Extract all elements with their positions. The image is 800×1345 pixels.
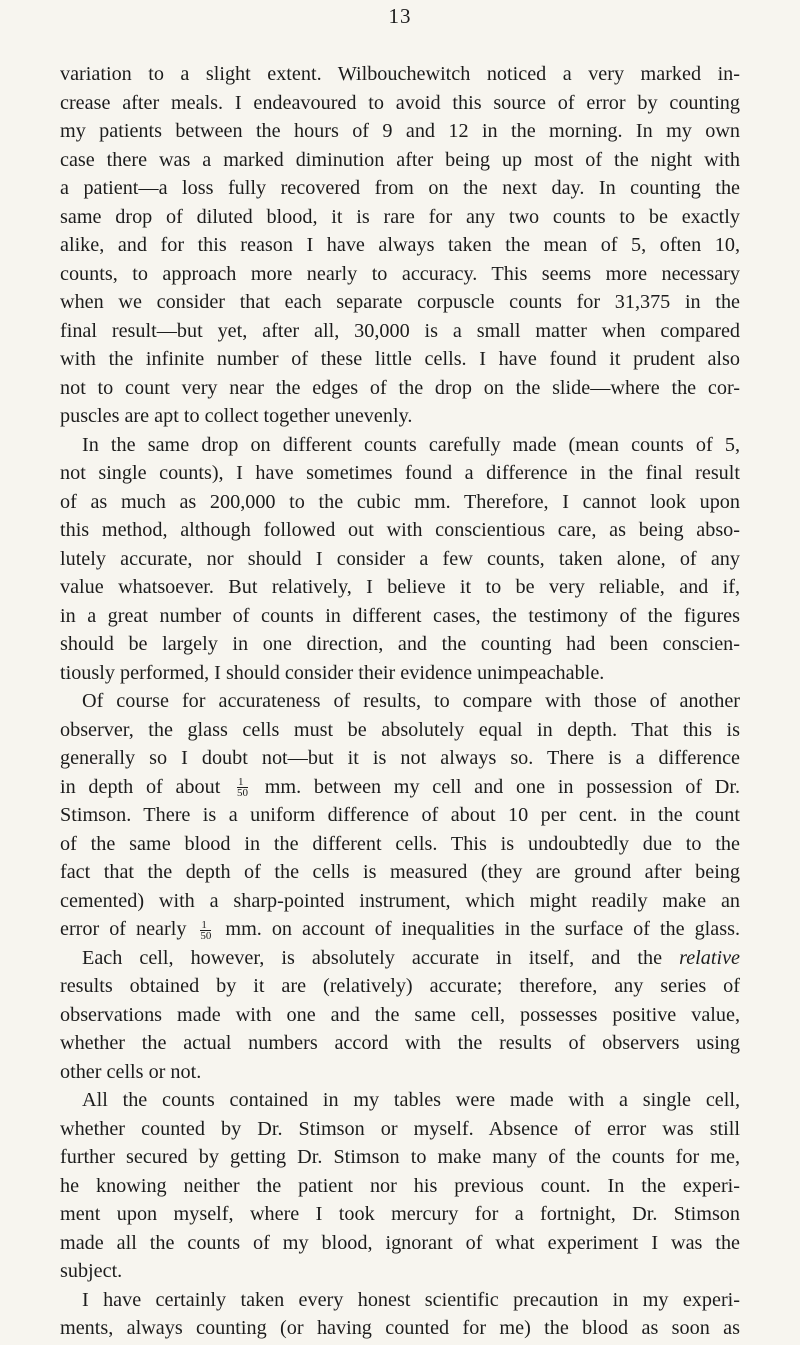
text-line: puscles are apt to collect together unevenly. xyxy=(60,405,413,427)
text-line: case there was a marked diminution after being up most of the night with xyxy=(60,148,740,171)
text-line: ments, always counting (or having counted for me) the blood as soon as xyxy=(60,1317,740,1339)
text-line: made all the counts of my blood, ignorant of what experiment I was the xyxy=(60,1231,740,1254)
text-line-with-fraction xyxy=(60,773,740,802)
text-segment: mm. between my cell and one in possession of Dr. xyxy=(264,775,741,798)
text-line: same drop of diluted blood, it is rare for any two counts to be exactly xyxy=(60,205,740,228)
italic-word: relative xyxy=(679,946,741,969)
text-line: a patient—a loss fully recovered from on the next day. In counting the xyxy=(60,177,740,199)
text-line: subject. xyxy=(60,1260,123,1282)
page-number: 13 xyxy=(388,4,412,28)
text-line: my patients between the hours of 9 and 12 in the morning. In my own xyxy=(60,120,740,142)
fraction-denominator: 50 xyxy=(237,787,249,800)
fraction-numerator: 1 xyxy=(237,777,248,788)
text-line: results obtained by it are (relatively) accurate; therefore, any series of xyxy=(60,975,740,997)
text-line: with the infinite number of these little cells. I have found it prudent also xyxy=(60,348,740,370)
text-line: not to count very near the edges of the drop on the slide—where the cor- xyxy=(60,376,740,399)
text-line: variation to a slight extent. Wilbouchewitch noticed a very marked in- xyxy=(60,63,740,85)
text-line: generally so I doubt not—but it is not always so. There is a difference xyxy=(60,747,740,769)
text-line: observer, the glass cells must be absolutely equal in depth. That this is xyxy=(60,718,740,741)
text-line: I have certainly taken every honest scientific precaution in my experi- xyxy=(82,1288,740,1311)
text-line: Of course for accurateness of results, to compare with those of another xyxy=(82,690,740,712)
text-segment: error of nearly xyxy=(60,918,187,940)
text-line: crease after meals. I endeavoured to avoid this source of error by counting xyxy=(60,91,740,114)
text-line: All the counts contained in my tables were made with a single cell, xyxy=(82,1089,740,1111)
text-line: Stimson. There is a uniform difference of about 10 per cent. in the count xyxy=(60,804,740,826)
text-line: lutely accurate, nor should I consider a few counts, taken alone, of any xyxy=(60,547,740,570)
text-line: ment upon myself, where I took mercury for a fortnight, Dr. Stimson xyxy=(60,1203,740,1225)
text-line: In the same drop on different counts carefully made (mean counts of 5, xyxy=(82,433,740,456)
text-line: whether the actual numbers accord with the results of observers using xyxy=(60,1032,740,1054)
text-line: further secured by getting Dr. Stimson to make many of the counts for me, xyxy=(60,1146,740,1168)
text-line: of as much as 200,000 to the cubic mm. Therefore, I cannot look upon xyxy=(60,490,740,513)
text-line: value whatsoever. But relatively, I believe it to be very reliable, and if, xyxy=(60,576,740,598)
text-line: in a great number of counts in different cases, the testimony of the figures xyxy=(60,604,740,627)
text-line: whether counted by Dr. Stimson or myself. Absence of error was still xyxy=(60,1117,740,1140)
text-line: not single counts), I have sometimes found a difference in the final result xyxy=(60,462,740,484)
text-line: when we consider that each separate corpuscle counts for 31,375 in the xyxy=(60,291,740,313)
text-segment: mm. on account of inequalities in the surface of the glass. xyxy=(225,918,741,940)
text-line-with-fraction xyxy=(60,915,740,944)
text-line-with-italic xyxy=(60,944,740,973)
text-line: cemented) with a sharp-pointed instrument, which might readily make an xyxy=(60,889,740,912)
text-line: observations made with one and the same cell, possesses positive value, xyxy=(60,1003,740,1026)
text-segment: Each cell, however, is absolutely accurate in itself, and the xyxy=(82,946,663,969)
text-segment: in depth of about xyxy=(60,775,221,798)
text-line: this method, although followed out with conscientious care, as being abso- xyxy=(60,519,740,541)
text-line: final result—but yet, after all, 30,000 is a small matter when compared xyxy=(60,319,740,342)
fraction xyxy=(237,777,248,798)
text-line: counts, to approach more nearly to accuracy. This seems more necessary xyxy=(60,262,740,285)
fraction xyxy=(200,920,211,941)
text-line: should be largely in one direction, and the counting had been conscien- xyxy=(60,633,740,655)
text-line: of the same blood in the different cells. This is undoubtedly due to the xyxy=(60,832,740,855)
fraction-numerator: 1 xyxy=(200,920,211,931)
text-line: tiously performed, I should consider their evidence unimpeachable. xyxy=(60,661,605,684)
text-line: other cells or not. xyxy=(60,1060,202,1083)
text-line: he knowing neither the patient nor his previous count. In the experi- xyxy=(60,1174,740,1197)
fraction-denominator: 50 xyxy=(200,929,212,942)
text-line: fact that the depth of the cells is measured (they are ground after being xyxy=(60,861,740,883)
text-line: alike, and for this reason I have always taken the mean of 5, often 10, xyxy=(60,234,740,256)
body-text xyxy=(60,60,740,1343)
